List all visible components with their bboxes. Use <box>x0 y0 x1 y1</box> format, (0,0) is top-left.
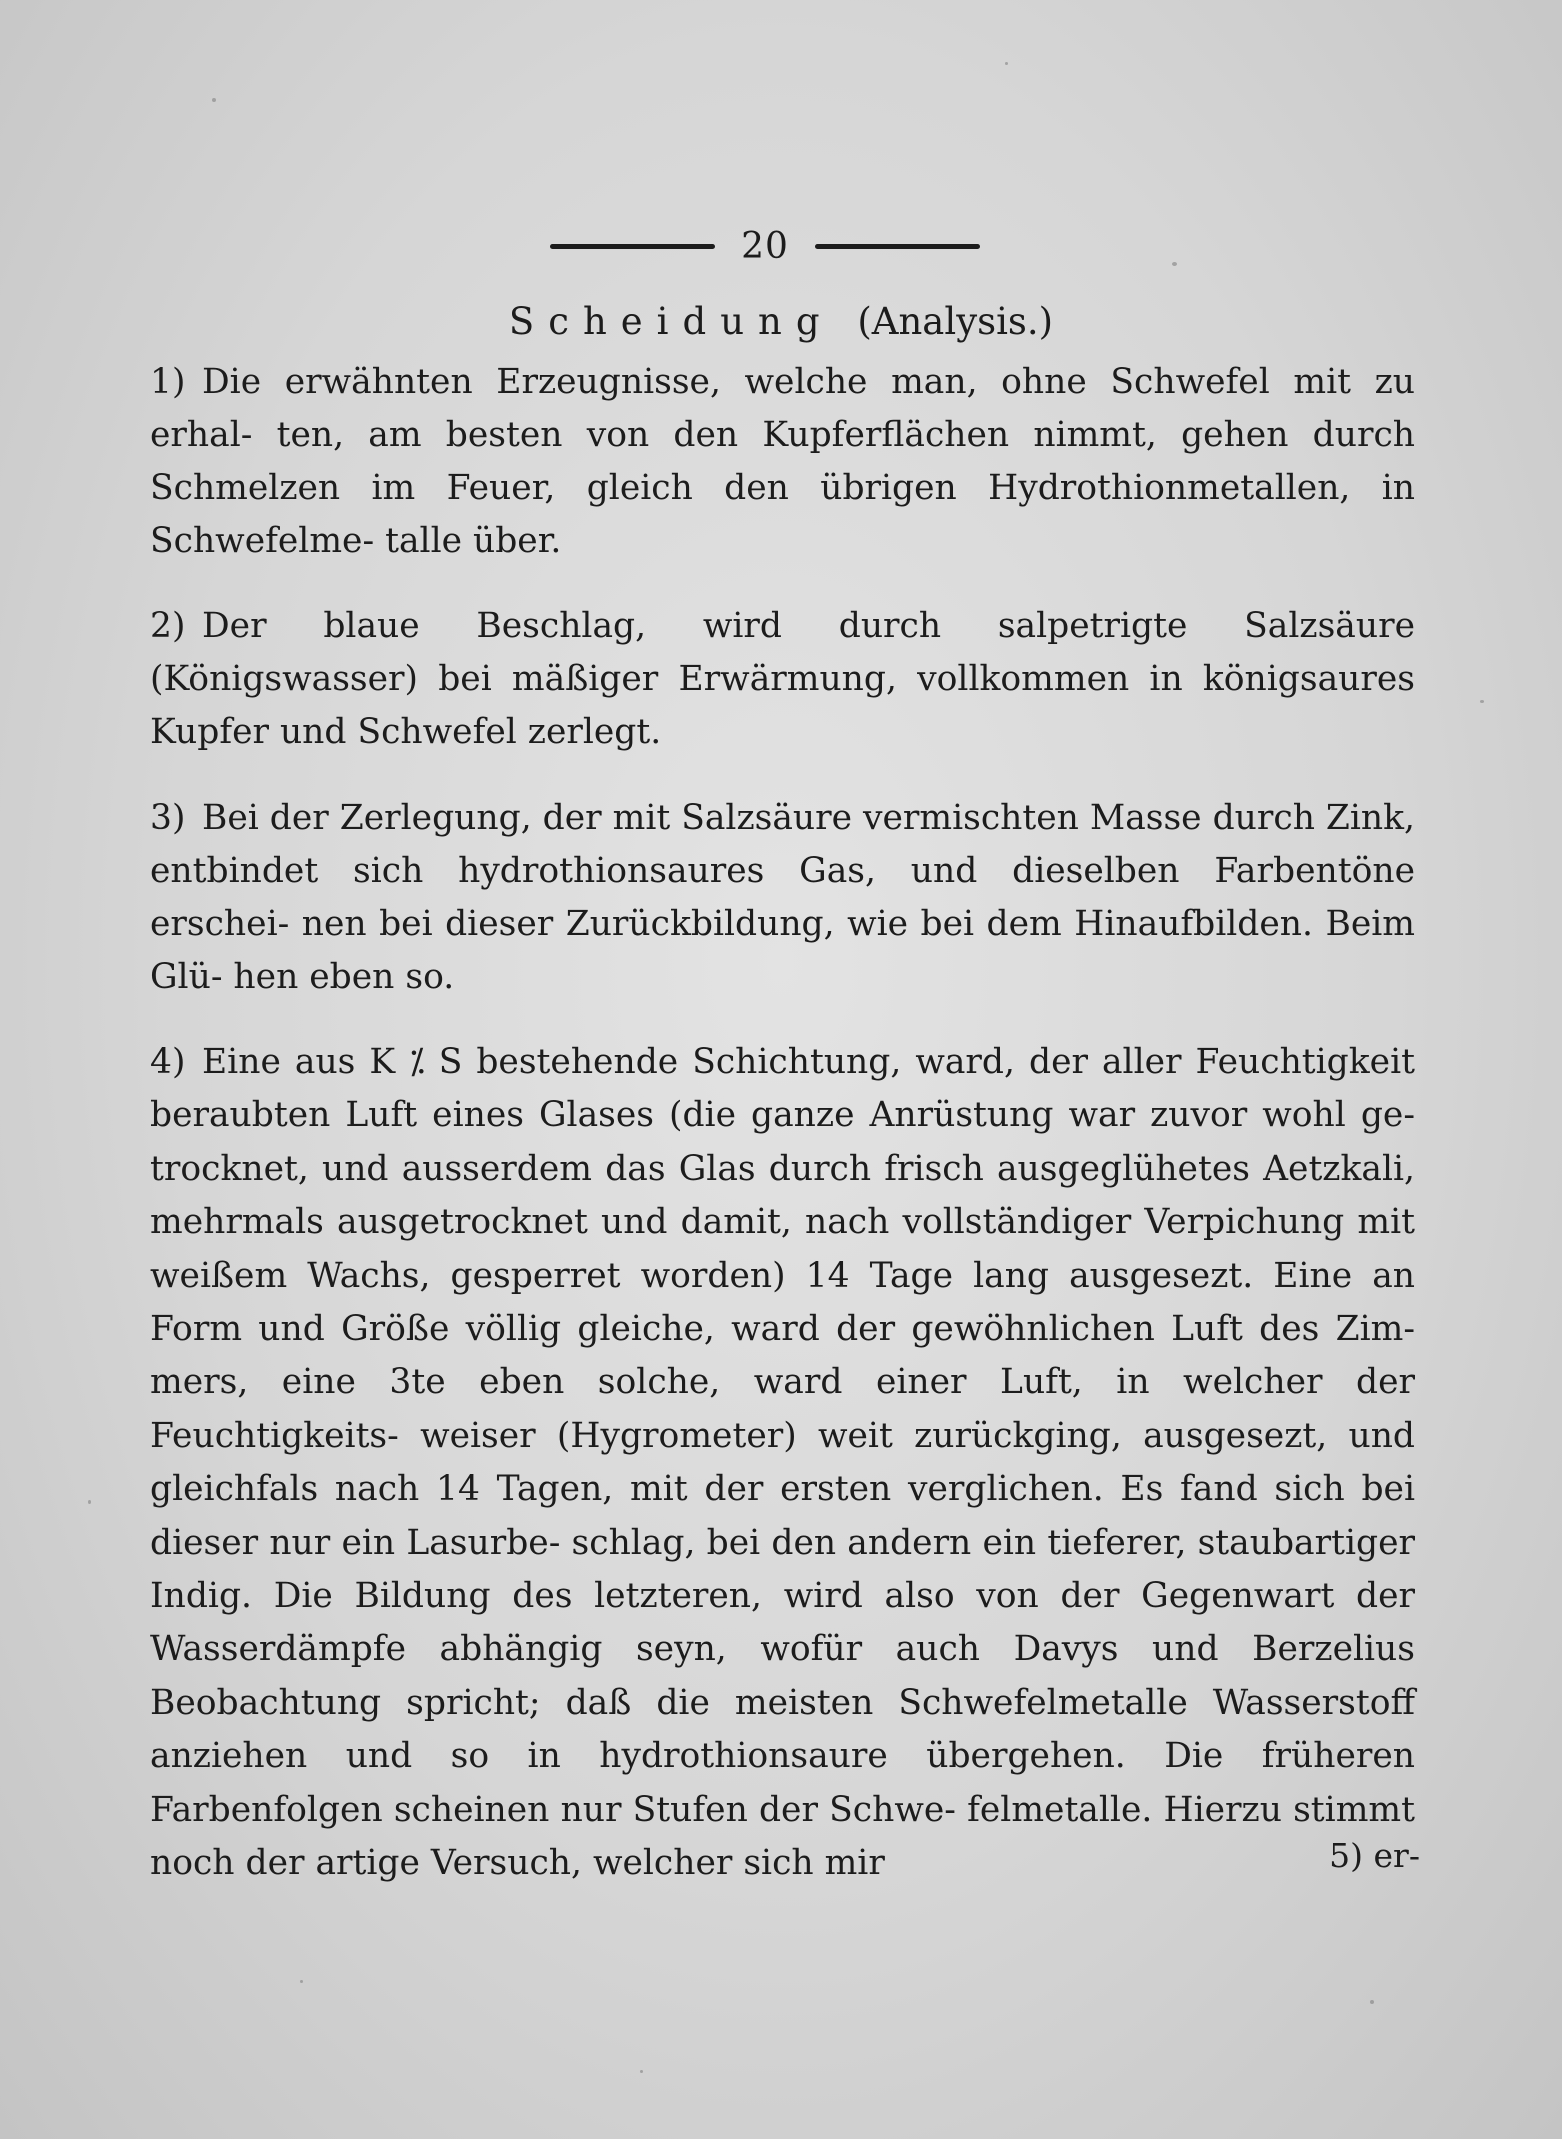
paper-speck <box>1005 62 1008 65</box>
paragraph-text: Eine aus K ⁒ S bestehende Schichtung, ward, der aller Feuchtigkeit beraubten Luft eines Glases (die ganze Anrüstung war zuvor wohl ge- trocknet, und ausserdem das Glas durch frisch ausgeglühetes Aetzkali, mehrmals ausgetrocknet und damit, nach vollständiger Verpichung mit weißem Wachs, gesperret worden) 14 Tage lang ausgesezt. Eine an Form und Größe völlig gleiche, ward der gewöhnlichen Luft des Zim- mers, eine 3te eben solche, ward einer Luft, in welcher der Feuchtigkeits- weiser (Hygrometer) weit zurückging, ausgesezt, und gleichfals nach 14 Tagen, mit der ersten verglichen. Es fand sich bei dieser nur ein Lasurbe- schlag, bei den andern ein tieferer, staubartiger Indig. Die Bildung des letzteren, wird also von der Gegenwart der Wasserdämpfe abhängig seyn, wofür auch Davys und Berzelius Beobachtung spricht; daß die meisten Schwefelmetalle Wasserstoff anziehen und so in hydrothionsaure übergehen. Die früheren Farbenfolgen scheinen nur Stufen der Schwe- felmetalle. Hierzu stimmt noch der artige Versuch, welcher sich mir <box>150 1042 1415 1884</box>
header-rule-left <box>550 244 715 249</box>
section-title <box>0 300 1562 343</box>
paragraph-2 <box>150 600 1415 759</box>
paragraph-3 <box>150 792 1415 1004</box>
section-title-paren: (Analysis.) <box>857 300 1054 343</box>
paper-speck <box>212 98 216 102</box>
paragraph-number: 3) <box>150 798 186 838</box>
paper-speck <box>1172 262 1177 266</box>
paper-speck <box>300 1980 303 1983</box>
paragraph-number: 2) <box>150 606 186 646</box>
paragraph-number: 4) <box>150 1042 186 1082</box>
page-number: 20 <box>741 225 789 267</box>
paper-speck <box>640 2070 643 2073</box>
paragraph-1 <box>150 356 1415 568</box>
page-header <box>530 222 1000 270</box>
paragraph-number: 1) <box>150 362 186 402</box>
paragraph-4 <box>150 1036 1415 1891</box>
paper-speck <box>1370 2000 1374 2004</box>
paragraph-text: Der blaue Beschlag, wird durch salpetrigte Salzsäure (Königswasser) bei mäßiger Erwärmung, vollkommen in königsaures Kupfer und Schwefel zerlegt. <box>150 606 1415 752</box>
paper-speck <box>88 1500 91 1504</box>
paper-speck <box>1480 700 1484 703</box>
paragraph-text: Bei der Zerlegung, der mit Salzsäure vermischten Masse durch Zink, entbindet sich hydrothionsaures Gas, und dieselben Farbentöne erschei- nen bei dieser Zurückbildung, wie bei dem Hinaufbilden. Beim Glü- hen eben so. <box>150 798 1415 997</box>
catchword: 5) er- <box>1329 1836 1420 1875</box>
header-rule-right <box>815 244 980 249</box>
section-title-main: Scheidung <box>508 300 834 343</box>
paragraph-text: Die erwähnten Erzeugnisse, welche man, ohne Schwefel mit zu erhal- ten, am besten von den Kupferflächen nimmt, gehen durch Schmelzen im Feuer, gleich den übrigen Hydrothionmetallen, in Schwefelme- talle über. <box>150 362 1415 561</box>
